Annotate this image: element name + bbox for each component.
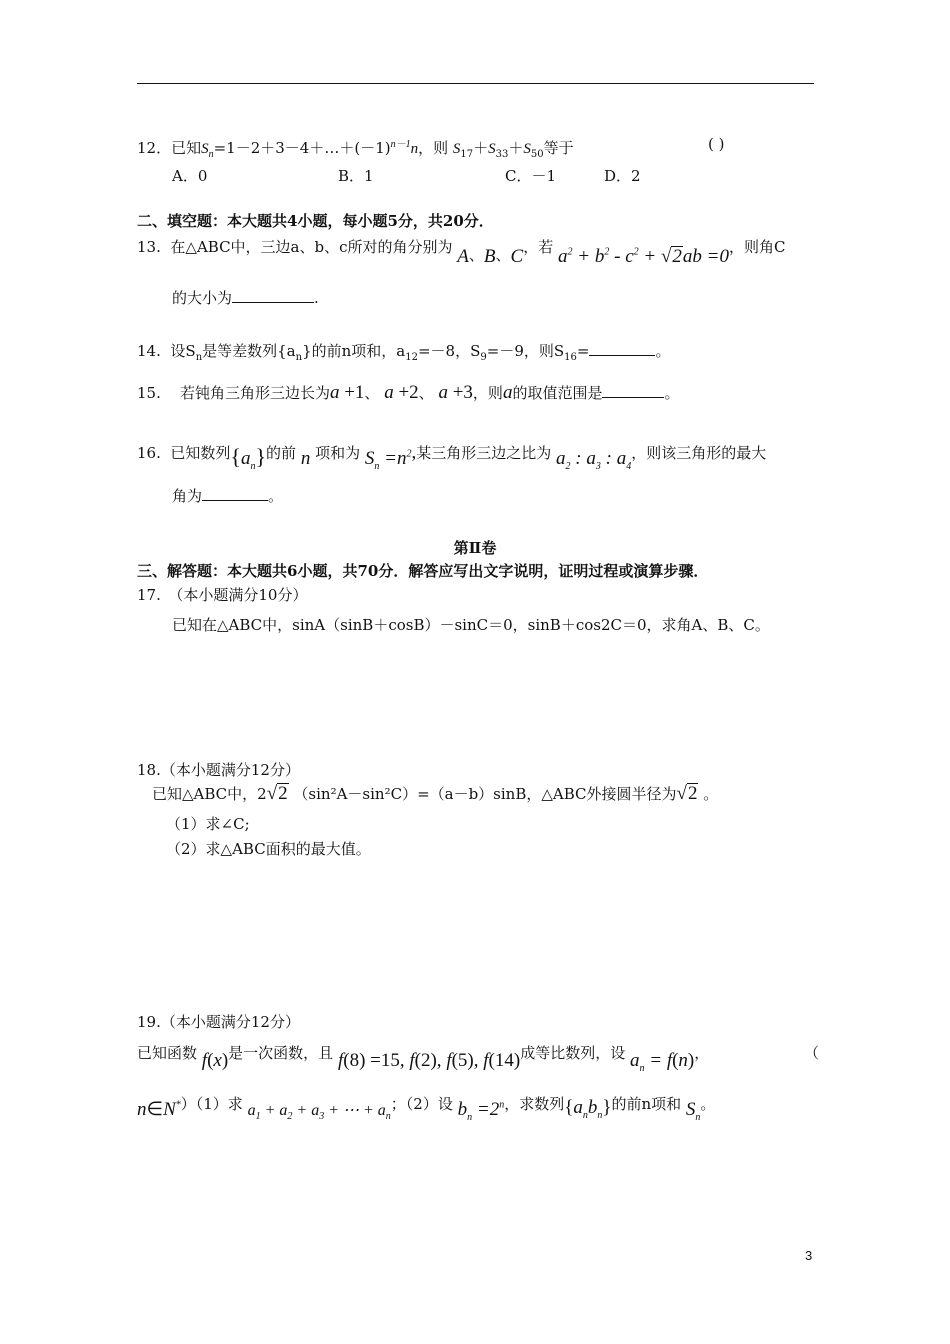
answer-blank[interactable] bbox=[602, 383, 664, 398]
part-two-title: 第Ⅱ卷 bbox=[453, 539, 497, 557]
question-18-part2: （2）求△ABC面积的最大值。 bbox=[166, 840, 371, 858]
question-19-line2: n∈N*）（1）求 $a_1 + a_2 + a_3$ + ⋯ + $a_n$；（2）设 $b_n =2^n$，求数列$\{a_nb_n\}$的前n项和 $S_n$。 bbox=[137, 1095, 716, 1123]
option-d: D．2 bbox=[604, 167, 641, 185]
question-14: 14. 设$S_n$是等差数列$\{a_n\}$的前n项和，$a_{12}=-8$，$S_9=-9$，则$S_{16}=$ 。 bbox=[137, 342, 671, 363]
option-a: A．0 bbox=[172, 167, 208, 185]
question-13-line2: 的大小为 . bbox=[172, 289, 319, 307]
question-18-body: 已知△ABC中，2√2 （sin²A－sin²C）=（a－b）sinB，△ABC外接圆半径为√2 。 bbox=[152, 783, 719, 804]
option-c: C．－1 bbox=[505, 167, 557, 185]
answer-blank[interactable] bbox=[589, 341, 655, 356]
answer-paren: ( ) bbox=[708, 135, 725, 153]
question-19-paren-open: （ bbox=[804, 1044, 820, 1062]
question-17-body: 已知在△ABC中，sinA（sinB＋cosB）－sinC＝0，sinB＋cos2C＝0，求角A、B、C。 bbox=[172, 616, 770, 634]
question-18-part1: （1）求∠C; bbox=[166, 815, 250, 833]
option-b: B．1 bbox=[338, 167, 374, 185]
question-16-line2: 角为 。 bbox=[172, 487, 284, 505]
question-19-header: 19.（本小题满分12分） bbox=[137, 1013, 300, 1031]
question-12: 12．已知$S_n=1-2+3-4+\dots+(-1)^{n-1}n$，则 $S_{17}+S_{33}+S_{50}$等于 bbox=[137, 139, 574, 160]
header-rule bbox=[137, 83, 814, 84]
answer-blank[interactable] bbox=[202, 486, 268, 501]
answer-blank[interactable] bbox=[232, 288, 314, 303]
question-18-header: 18.（本小题满分12分） bbox=[137, 761, 300, 779]
question-17-header: 17. （本小题满分10分） bbox=[137, 586, 308, 604]
section-heading-fill-in: 二、填空题：本大题共4小题，每小题5分，共20分． bbox=[137, 212, 494, 230]
section-heading-solve: 三、解答题：本大题共6小题，共70分．解答应写出文字说明，证明过程或演算步骤． bbox=[137, 562, 709, 580]
page-number: 3 bbox=[805, 1248, 813, 1263]
question-16: 16. 已知数列$\{a_n\}$的前 n 项和为 $S_n =n^2$,某三角形三边之比为 $a_2$ : $a_3$ : $a_4$，则该三角形的最大 bbox=[137, 442, 767, 472]
question-13: 13. 在△ABC中，三边a、b、c所对的角分别为 A、B、C，若 $a^2 + b^2 - c^2 + √2ab =0$，则角C bbox=[137, 238, 786, 267]
question-19-line1: 已知函数 f(x)是一次函数，且 f(8) =15, f(2), f(5), f(14)成等比数列，设 $a_n = f(n)$， bbox=[137, 1044, 710, 1074]
question-15: 15. 若钝角三角形三边长为a +1、 a +2、 a +3，则a的取值范围是 。 bbox=[137, 382, 680, 403]
